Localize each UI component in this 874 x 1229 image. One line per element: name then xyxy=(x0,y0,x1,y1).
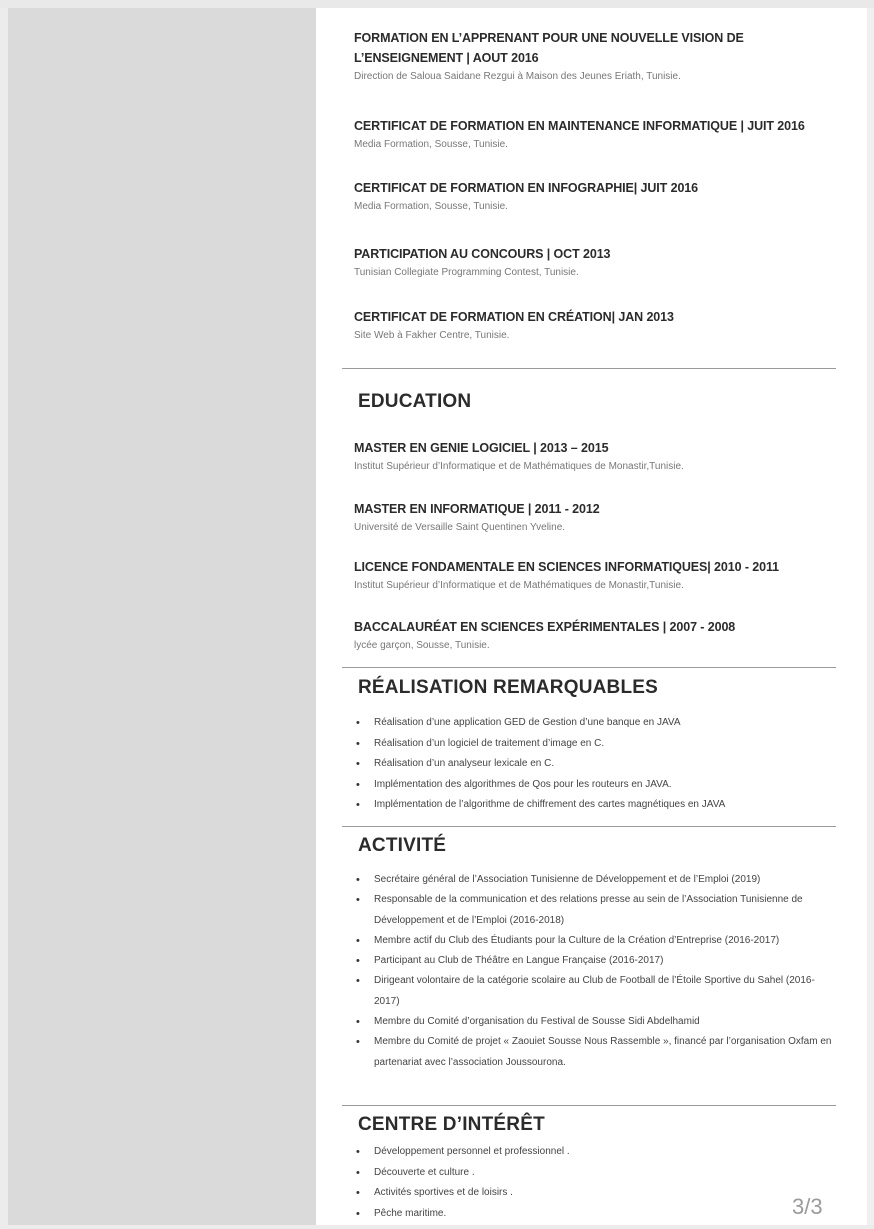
entry-title: MASTER EN GENIE LOGICIEL | 2013 – 2015 xyxy=(354,441,609,455)
interet-heading: CENTRE D’INTÉRÊT xyxy=(358,1114,545,1135)
entry-detail: Site Web à Fakher Centre, Tunisie. xyxy=(354,330,510,341)
education-heading: EDUCATION xyxy=(358,391,472,412)
formation-entry xyxy=(354,178,834,214)
list-item: • Membre actif du Club des Étudiants pour la Culture de la Création d’Entreprise (2016-2017) xyxy=(354,931,834,951)
viewer-top-strip xyxy=(0,0,874,8)
realisations-list xyxy=(354,713,834,816)
list-item: • Réalisation d’un logiciel de traitement d’image en C. xyxy=(354,734,834,755)
entry-detail: Université de Versaille Saint Quentinen Yveline. xyxy=(354,522,566,533)
entry-title: PARTICIPATION AU CONCOURS | OCT 2013 xyxy=(354,247,611,261)
list-item: • Participant au Club de Théâtre en Langue Française (2016-2017) xyxy=(354,951,834,971)
activite-heading: ACTIVITÉ xyxy=(358,835,447,856)
list-item: • Pêche maritime. xyxy=(354,1204,834,1225)
entry-detail: Media Formation, Sousse, Tunisie. xyxy=(354,139,508,150)
list-item: • Secrétaire général de l’Association Tunisienne de Développement et de l’Emploi (2019) xyxy=(354,870,834,890)
section-divider xyxy=(342,667,836,668)
entry-title: CERTIFICAT DE FORMATION EN MAINTENANCE INFORMATIQUE | JUIT 2016 xyxy=(354,119,805,133)
entry-detail: lycée garçon, Sousse, Tunisie. xyxy=(354,640,490,651)
entry-title: CERTIFICAT DE FORMATION EN INFOGRAPHIE| JUIT 2016 xyxy=(354,181,698,195)
list-item: • Implémentation des algorithmes de Qos pour les routeurs en JAVA. xyxy=(354,775,834,796)
entry-title: LICENCE FONDAMENTALE EN SCIENCES INFORMATIQUES| 2010 - 2011 xyxy=(354,560,779,574)
formation-entry xyxy=(354,307,834,343)
education-entry xyxy=(354,438,834,474)
interet-list xyxy=(354,1142,834,1224)
formation-entry xyxy=(354,244,834,280)
list-item: • Réalisation d’un analyseur lexicale en C. xyxy=(354,754,834,775)
formation-entry xyxy=(354,116,834,152)
list-item: • Membre du Comité d’organisation du Festival de Sousse Sidi Abdelhamid xyxy=(354,1012,834,1032)
education-entry xyxy=(354,499,834,535)
document-page xyxy=(316,8,867,1225)
section-divider xyxy=(342,368,836,369)
section-divider xyxy=(342,1105,836,1106)
list-item: • Membre du Comité de projet « Zaouiet Sousse Nous Rassemble », financé par l’organisation Oxfam en partenariat avec l’association Joussourona. xyxy=(354,1032,834,1073)
list-item: • Réalisation d’une application GED de Gestion d’une banque en JAVA xyxy=(354,713,834,734)
list-item: • Implémentation de l’algorithme de chiffrement des cartes magnétiques en JAVA xyxy=(354,795,834,816)
list-item: • Dirigeant volontaire de la catégorie scolaire au Club de Football de l’Étoile Sportive du Sahel (2016-2017) xyxy=(354,971,834,1012)
activite-list xyxy=(354,870,834,1073)
entry-title: CERTIFICAT DE FORMATION EN CRÉATION| JAN 2013 xyxy=(354,310,674,324)
right-edge-strip xyxy=(867,8,874,1225)
realisations-heading: RÉALISATION REMARQUABLES xyxy=(358,677,659,698)
entry-detail: Tunisian Collegiate Programming Contest, Tunisie. xyxy=(354,267,579,278)
entry-title: BACCALAURÉAT EN SCIENCES EXPÉRIMENTALES | 2007 - 2008 xyxy=(354,620,736,634)
entry-detail: Institut Supérieur d’Informatique et de Mathématiques de Monastir,Tunisie. xyxy=(354,580,684,591)
entry-title: FORMATION EN L’APPRENANT POUR UNE NOUVELLE VISION DE L’ENSEIGNEMENT | AOUT 2016 xyxy=(354,31,744,65)
education-entry xyxy=(354,617,834,653)
entry-detail: Institut Supérieur d’Informatique et de Mathématiques de Monastir,Tunisie. xyxy=(354,461,684,472)
entry-detail: Media Formation, Sousse, Tunisie. xyxy=(354,201,508,212)
list-item: • Découverte et culture . xyxy=(354,1163,834,1184)
left-sidebar-panel xyxy=(8,8,316,1225)
entry-detail: Direction de Saloua Saidane Rezgui à Maison des Jeunes Eriath, Tunisie. xyxy=(354,71,681,82)
formation-entry xyxy=(354,28,784,84)
education-entry xyxy=(354,557,834,593)
entry-title: MASTER EN INFORMATIQUE | 2011 - 2012 xyxy=(354,502,600,516)
page-number-indicator: 3/3 xyxy=(792,1194,823,1219)
list-item: • Activités sportives et de loisirs . xyxy=(354,1183,834,1204)
section-divider xyxy=(342,826,836,827)
list-item: • Responsable de la communication et des relations presse au sein de l’Association Tunisienne de Développement et de l’Emploi (2016-2018) xyxy=(354,890,834,931)
list-item: • Développement personnel et professionnel . xyxy=(354,1142,834,1163)
